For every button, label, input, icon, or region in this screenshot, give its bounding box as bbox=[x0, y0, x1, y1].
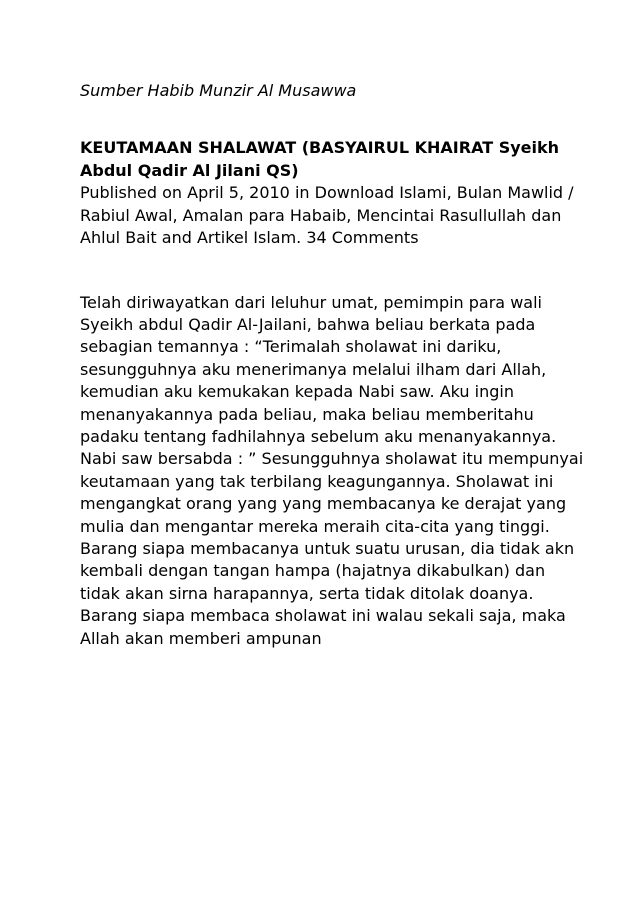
document-page bbox=[80, 80, 590, 650]
body-paragraph: Telah diriwayatkan dari leluhur umat, pemimpin para wali Syeikh abdul Qadir Al-Jailani, bahwa beliau berkata pada sebagian temannya : “Terimalah sholawat ini dariku, sesungguhnya aku menerimanya melalui ilham dari Allah, kemudian aku kemukakan kepada Nabi saw. Aku ingin menanyakannya pada beliau, maka beliau memberitahu padaku tentang fadhilahnya sebelum aku menanyakannya. bbox=[80, 292, 557, 446]
source-line: Sumber Habib Munzir Al Musawwa bbox=[80, 81, 357, 100]
article-meta: Published on April 5, 2010 in Download Islami, Bulan Mawlid / Rabiul Awal, Amalan para Habaib, Mencintai Rasullullah dan Ahlul Bait and Artikel Islam. 34 Comments bbox=[80, 183, 574, 247]
body-paragraph: Nabi saw bersabda : ” Sesungguhnya sholawat itu mempunyai keutamaan yang tak terbilang keagungannya. Sholawat ini mengangkat orang yang yang membacanya ke derajat yang mulia dan mengantar mereka meraih cita-cita yang tinggi. Barang siapa membacanya untuk suatu urusan, dia tidak akn kembali dengan tangan hampa (hajatnya dikabulkan) dan tidak akan sirna harapannya, serta tidak ditolak doanya. Barang siapa membaca sholawat ini walau sekali saja, maka Allah akan memberi ampunan bbox=[80, 449, 584, 648]
article-title: KEUTAMAAN SHALAWAT (BASYAIRUL KHAIRAT Syeikh Abdul Qadir Al Jilani QS) bbox=[80, 138, 560, 180]
